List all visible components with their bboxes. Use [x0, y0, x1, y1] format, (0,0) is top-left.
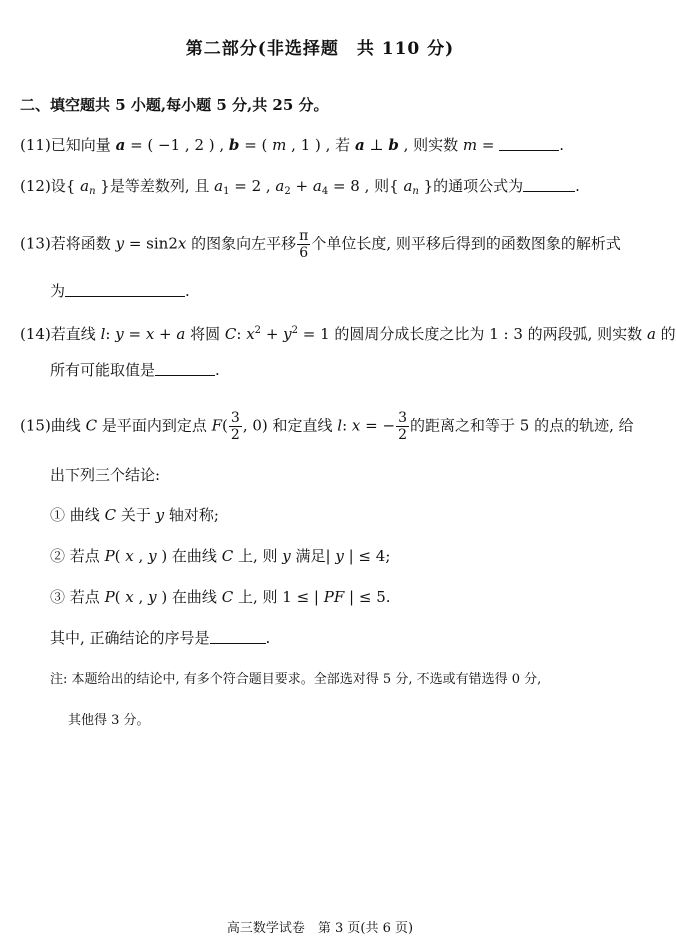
var-C: C — [224, 325, 237, 343]
text: ( — [114, 547, 126, 565]
page-title: 第二部分(非选择题 共 110 分) — [185, 39, 455, 59]
text: . — [559, 136, 565, 154]
question-number: (14) — [20, 325, 51, 343]
var-C: C — [221, 547, 234, 565]
var-x: x — [351, 416, 361, 435]
text: . — [185, 282, 190, 300]
var-a: a — [646, 325, 656, 343]
note-line-2: 其他得 3 分。 — [68, 713, 150, 728]
var-a: a — [214, 177, 224, 195]
var-l: l — [100, 325, 106, 343]
var-a: a — [176, 325, 186, 343]
text: 设{ — [50, 177, 81, 195]
var-x: x — [246, 325, 255, 343]
text: 是平面内到定点 — [97, 416, 212, 435]
text: 所有可能取值是 — [50, 361, 156, 379]
text: . — [265, 629, 271, 647]
text: : — [105, 325, 116, 343]
var-PF: PF — [323, 588, 345, 606]
text: 的 — [655, 325, 676, 343]
var-C: C — [85, 416, 98, 435]
numerator: 3 — [398, 410, 407, 426]
text: = ( −1 , 2 ) , — [125, 136, 229, 154]
answer-blank[interactable] — [65, 282, 185, 297]
text: + — [290, 177, 313, 195]
question-13-line2 — [50, 281, 190, 301]
text: 曲线 — [65, 506, 105, 524]
question-number: (11) — [20, 136, 51, 154]
answer-prompt — [50, 628, 270, 648]
question-number: (12) — [20, 177, 51, 195]
subscript: 2 — [284, 186, 291, 197]
question-12 — [20, 176, 580, 202]
var-a: a — [80, 177, 90, 195]
conclusion-2 — [50, 546, 390, 566]
question-14-line2 — [50, 360, 220, 380]
text: 关于 — [116, 506, 156, 524]
text: 为 — [50, 282, 66, 300]
answer-blank[interactable] — [523, 177, 575, 192]
text: ) 在曲线 — [156, 588, 222, 606]
var-a: a — [312, 177, 322, 195]
var-l: l — [337, 416, 343, 435]
var-x: x — [145, 325, 155, 343]
subscript: 1 — [223, 186, 230, 197]
conclusion-3 — [50, 587, 391, 607]
question-15 — [20, 410, 634, 443]
text: = sin2 — [124, 234, 178, 253]
circle-number: ③ — [50, 588, 66, 606]
answer-blank[interactable] — [155, 361, 215, 376]
var-y: y — [115, 234, 125, 253]
var-y: y — [335, 547, 344, 565]
text: | ≤ 4; — [343, 547, 391, 565]
text: , 1 ) , 若 — [286, 136, 355, 154]
fraction — [297, 228, 310, 261]
text: , — [133, 588, 149, 606]
conclusion-1 — [50, 505, 219, 525]
var-x: x — [177, 234, 187, 253]
var-y: y — [115, 325, 124, 343]
text: = − — [360, 416, 396, 435]
text: = 1 的圆周分成长度之比为 1 : 3 的两段弧, 则实数 — [298, 325, 647, 343]
text: : — [342, 416, 352, 435]
var-P: P — [104, 588, 115, 606]
text: , 0) 和定直线 — [242, 416, 338, 435]
text: = ( — [239, 136, 273, 154]
answer-blank[interactable] — [499, 136, 559, 151]
text: , — [133, 547, 149, 565]
text: }的通项公式为 — [418, 177, 524, 195]
numerator: 3 — [230, 410, 240, 426]
denominator: 2 — [398, 427, 407, 443]
text: : — [236, 325, 247, 343]
question-11 — [20, 135, 564, 155]
answer-blank[interactable] — [210, 629, 266, 644]
superscript: 2 — [291, 325, 299, 336]
vector-b: b — [228, 136, 240, 154]
subscript: 4 — [321, 186, 329, 197]
question-14 — [20, 321, 676, 344]
text: = 8 , 则{ — [328, 177, 404, 195]
circle-number: ② — [50, 547, 66, 565]
vector-b: b — [388, 136, 399, 154]
text: ( — [222, 416, 228, 435]
text: | ≤ 5. — [344, 588, 391, 606]
var-a: a — [403, 177, 413, 195]
text: . — [215, 361, 220, 379]
var-F: F — [211, 416, 223, 435]
text: = — [123, 325, 146, 343]
var-x: x — [125, 588, 134, 606]
circle-number: ① — [50, 506, 66, 524]
question-15-line2: 出下列三个结论: — [50, 466, 161, 484]
var-y: y — [282, 547, 291, 565]
text: 若点 — [65, 588, 105, 606]
var-y: y — [148, 547, 157, 565]
denominator: 6 — [299, 245, 309, 261]
denominator: 2 — [230, 427, 240, 443]
question-13 — [20, 228, 621, 261]
text: 将圆 — [185, 325, 225, 343]
text: }是等差数列, 且 — [95, 177, 215, 195]
text: 其中, 正确结论的序号是 — [50, 629, 210, 647]
text: 已知向量 — [50, 136, 116, 154]
subscript: n — [89, 186, 96, 197]
text: 满足| — [290, 547, 336, 565]
superscript: 2 — [254, 325, 262, 336]
text: = 2 , — [229, 177, 276, 195]
text: 的距离之和等于 5 的点的轨迹, 给 — [410, 416, 634, 435]
text: ) 在曲线 — [156, 547, 222, 565]
var-x: x — [125, 547, 134, 565]
fraction — [229, 410, 242, 443]
section-heading: 二、填空题共 5 小题,每小题 5 分,共 25 分。 — [20, 96, 329, 114]
var-y: y — [283, 325, 292, 343]
var-a: a — [275, 177, 285, 195]
text: 轴对称; — [164, 506, 219, 524]
text: ⊥ — [364, 136, 389, 154]
subscript: n — [412, 186, 419, 197]
page-footer: 高三数学试卷 第 3 页(共 6 页) — [226, 921, 414, 936]
fraction — [396, 410, 409, 443]
text: 若直线 — [50, 325, 101, 343]
text: 的图象向左平移 — [186, 234, 297, 253]
text: + — [154, 325, 177, 343]
var-y: y — [155, 506, 165, 524]
question-number: (13) — [20, 234, 51, 253]
text: 上, 则 1 ≤ | — [233, 588, 324, 606]
numerator: π — [299, 228, 309, 244]
var-m: m — [462, 136, 478, 154]
vector-a: a — [115, 136, 126, 154]
var-y: y — [148, 588, 157, 606]
text: , 则实数 — [398, 136, 463, 154]
vector-a: a — [354, 136, 365, 154]
var-m: m — [272, 136, 287, 154]
question-number: (15) — [20, 416, 51, 435]
var-C: C — [221, 588, 234, 606]
text: 若点 — [65, 547, 105, 565]
text: ( — [114, 588, 126, 606]
var-C: C — [104, 506, 117, 524]
text: 曲线 — [50, 416, 86, 435]
text: 个单位长度, 则平移后得到的函数图象的解析式 — [311, 234, 621, 253]
note-line-1: 注: 本题给出的结论中, 有多个符合题目要求。全部选对得 5 分, 不选或有错选得 0 分, — [50, 672, 542, 687]
var-P: P — [104, 547, 115, 565]
text: = — [477, 136, 500, 154]
text: 若将函数 — [50, 234, 116, 253]
text: 上, 则 — [233, 547, 283, 565]
text: + — [261, 325, 284, 343]
text: . — [575, 177, 580, 195]
